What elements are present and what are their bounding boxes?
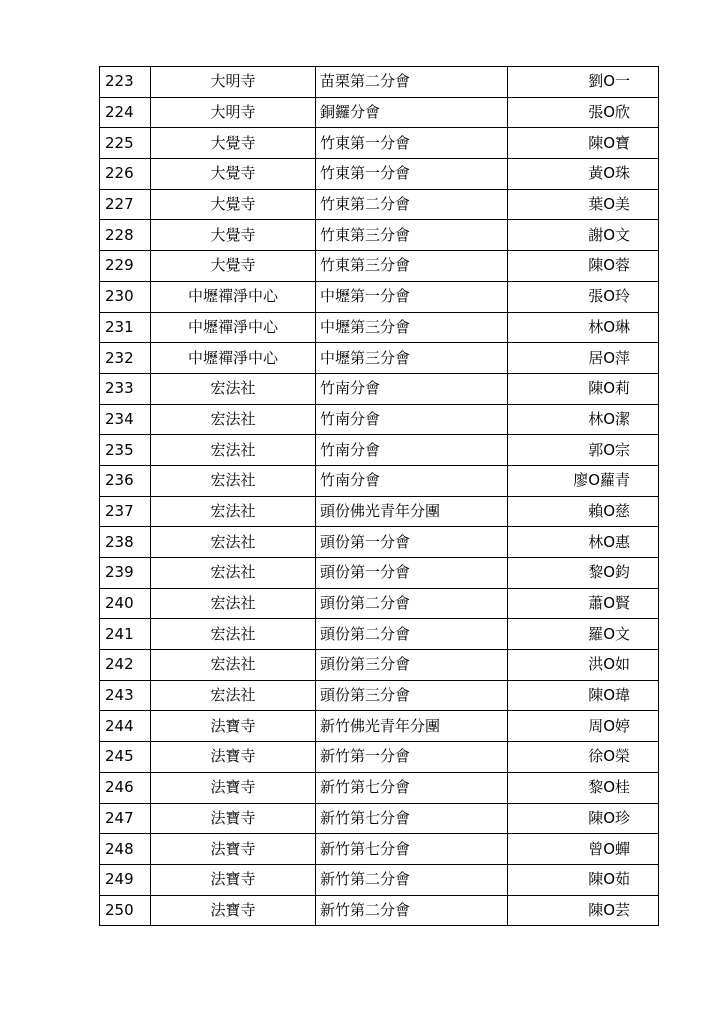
table-row: [100, 772, 659, 803]
temple-cell: 大覺寺: [151, 189, 316, 220]
member-name-cell: 林O潔: [508, 404, 659, 435]
member-name-cell: 羅O文: [508, 619, 659, 650]
temple-cell: 宏法社: [151, 558, 316, 589]
member-name-cell: 徐O榮: [508, 742, 659, 773]
row-number-cell: 240: [100, 588, 151, 619]
member-name-cell: 劉O一: [508, 67, 659, 98]
temple-cell: 法寶寺: [151, 803, 316, 834]
member-name-cell: 陳O瑋: [508, 680, 659, 711]
branch-cell: 銅鑼分會: [316, 97, 508, 128]
branch-cell: 頭份第一分會: [316, 558, 508, 589]
member-name-cell: 謝O文: [508, 220, 659, 251]
branch-cell: 竹南分會: [316, 373, 508, 404]
row-number-cell: 223: [100, 67, 151, 98]
table-row: [100, 465, 659, 496]
row-number-cell: 235: [100, 435, 151, 466]
member-name-cell: 陳O茹: [508, 864, 659, 895]
row-number-cell: 226: [100, 159, 151, 190]
branch-cell: 新竹第一分會: [316, 742, 508, 773]
table-row: [100, 680, 659, 711]
member-name-cell: 黃O珠: [508, 159, 659, 190]
table-row: [100, 895, 659, 926]
branch-cell: 竹南分會: [316, 435, 508, 466]
branch-cell: 新竹第二分會: [316, 895, 508, 926]
row-number-cell: 233: [100, 373, 151, 404]
temple-cell: 法寶寺: [151, 834, 316, 865]
member-name-cell: 陳O珍: [508, 803, 659, 834]
row-number-cell: 234: [100, 404, 151, 435]
branch-cell: 竹東第三分會: [316, 251, 508, 282]
branch-cell: 竹南分會: [316, 404, 508, 435]
table-row: [100, 251, 659, 282]
branch-cell: 中壢第三分會: [316, 343, 508, 374]
branch-cell: 頭份第三分會: [316, 650, 508, 681]
row-number-cell: 227: [100, 189, 151, 220]
table-row: [100, 435, 659, 466]
row-number-cell: 250: [100, 895, 151, 926]
member-name-cell: 張O欣: [508, 97, 659, 128]
temple-cell: 宏法社: [151, 373, 316, 404]
branch-cell: 頭份第三分會: [316, 680, 508, 711]
branch-cell: 頭份第一分會: [316, 527, 508, 558]
row-number-cell: 224: [100, 97, 151, 128]
member-name-cell: 周O婷: [508, 711, 659, 742]
table-row: [100, 159, 659, 190]
table-row: [100, 864, 659, 895]
temple-cell: 法寶寺: [151, 864, 316, 895]
branch-cell: 新竹第七分會: [316, 772, 508, 803]
row-number-cell: 228: [100, 220, 151, 251]
row-number-cell: 249: [100, 864, 151, 895]
row-number-cell: 241: [100, 619, 151, 650]
member-name-cell: 張O玲: [508, 281, 659, 312]
table-row: [100, 373, 659, 404]
table-row: [100, 650, 659, 681]
temple-cell: 中壢禪淨中心: [151, 312, 316, 343]
table-row: [100, 834, 659, 865]
member-name-cell: 葉O美: [508, 189, 659, 220]
temple-cell: 中壢禪淨中心: [151, 343, 316, 374]
temple-cell: 法寶寺: [151, 772, 316, 803]
branch-cell: 新竹第七分會: [316, 834, 508, 865]
temple-cell: 法寶寺: [151, 742, 316, 773]
member-name-cell: 廖O蘿青: [508, 465, 659, 496]
row-number-cell: 238: [100, 527, 151, 558]
table-row: [100, 619, 659, 650]
table-row: [100, 67, 659, 98]
table-row: [100, 404, 659, 435]
row-number-cell: 239: [100, 558, 151, 589]
row-number-cell: 232: [100, 343, 151, 374]
member-name-cell: 洪O如: [508, 650, 659, 681]
branch-cell: 竹東第一分會: [316, 159, 508, 190]
row-number-cell: 231: [100, 312, 151, 343]
branch-cell: 頭份第二分會: [316, 588, 508, 619]
temple-cell: 大明寺: [151, 67, 316, 98]
temple-cell: 宏法社: [151, 435, 316, 466]
table-row: [100, 312, 659, 343]
temple-cell: 大明寺: [151, 97, 316, 128]
member-name-cell: 黎O鈞: [508, 558, 659, 589]
temple-cell: 法寶寺: [151, 711, 316, 742]
branch-cell: 竹東第二分會: [316, 189, 508, 220]
table-row: [100, 281, 659, 312]
member-name-cell: 陳O蓉: [508, 251, 659, 282]
member-name-cell: 林O惠: [508, 527, 659, 558]
temple-cell: 宏法社: [151, 404, 316, 435]
member-name-cell: 居O萍: [508, 343, 659, 374]
table-row: [100, 496, 659, 527]
temple-cell: 宏法社: [151, 496, 316, 527]
roster-table-body: [100, 67, 659, 926]
branch-cell: 新竹佛光青年分團: [316, 711, 508, 742]
row-number-cell: 236: [100, 465, 151, 496]
branch-cell: 竹東第三分會: [316, 220, 508, 251]
roster-table: [99, 66, 659, 926]
branch-cell: 頭份第二分會: [316, 619, 508, 650]
member-name-cell: 賴O慈: [508, 496, 659, 527]
table-row: [100, 189, 659, 220]
member-name-cell: 陳O芸: [508, 895, 659, 926]
table-row: [100, 558, 659, 589]
table-row: [100, 220, 659, 251]
table-row: [100, 588, 659, 619]
temple-cell: 宏法社: [151, 588, 316, 619]
branch-cell: 竹南分會: [316, 465, 508, 496]
member-name-cell: 陳O莉: [508, 373, 659, 404]
temple-cell: 大覺寺: [151, 128, 316, 159]
branch-cell: 中壢第一分會: [316, 281, 508, 312]
table-row: [100, 711, 659, 742]
table-row: [100, 128, 659, 159]
table-row: [100, 742, 659, 773]
row-number-cell: 244: [100, 711, 151, 742]
temple-cell: 宏法社: [151, 650, 316, 681]
branch-cell: 竹東第一分會: [316, 128, 508, 159]
table-row: [100, 97, 659, 128]
row-number-cell: 242: [100, 650, 151, 681]
branch-cell: 苗栗第二分會: [316, 67, 508, 98]
branch-cell: 新竹第二分會: [316, 864, 508, 895]
temple-cell: 宏法社: [151, 619, 316, 650]
row-number-cell: 243: [100, 680, 151, 711]
row-number-cell: 225: [100, 128, 151, 159]
row-number-cell: 230: [100, 281, 151, 312]
branch-cell: 新竹第七分會: [316, 803, 508, 834]
temple-cell: 宏法社: [151, 527, 316, 558]
member-name-cell: 陳O寶: [508, 128, 659, 159]
temple-cell: 宏法社: [151, 465, 316, 496]
row-number-cell: 247: [100, 803, 151, 834]
member-name-cell: 黎O桂: [508, 772, 659, 803]
temple-cell: 宏法社: [151, 680, 316, 711]
member-name-cell: 曾O蟬: [508, 834, 659, 865]
member-name-cell: 林O琳: [508, 312, 659, 343]
table-row: [100, 527, 659, 558]
temple-cell: 法寶寺: [151, 895, 316, 926]
branch-cell: 中壢第三分會: [316, 312, 508, 343]
temple-cell: 中壢禪淨中心: [151, 281, 316, 312]
table-row: [100, 803, 659, 834]
row-number-cell: 237: [100, 496, 151, 527]
temple-cell: 大覺寺: [151, 251, 316, 282]
row-number-cell: 229: [100, 251, 151, 282]
row-number-cell: 248: [100, 834, 151, 865]
branch-cell: 頭份佛光青年分團: [316, 496, 508, 527]
row-number-cell: 245: [100, 742, 151, 773]
temple-cell: 大覺寺: [151, 159, 316, 190]
row-number-cell: 246: [100, 772, 151, 803]
temple-cell: 大覺寺: [151, 220, 316, 251]
table-row: [100, 343, 659, 374]
member-name-cell: 蕭O賢: [508, 588, 659, 619]
member-name-cell: 郭O宗: [508, 435, 659, 466]
